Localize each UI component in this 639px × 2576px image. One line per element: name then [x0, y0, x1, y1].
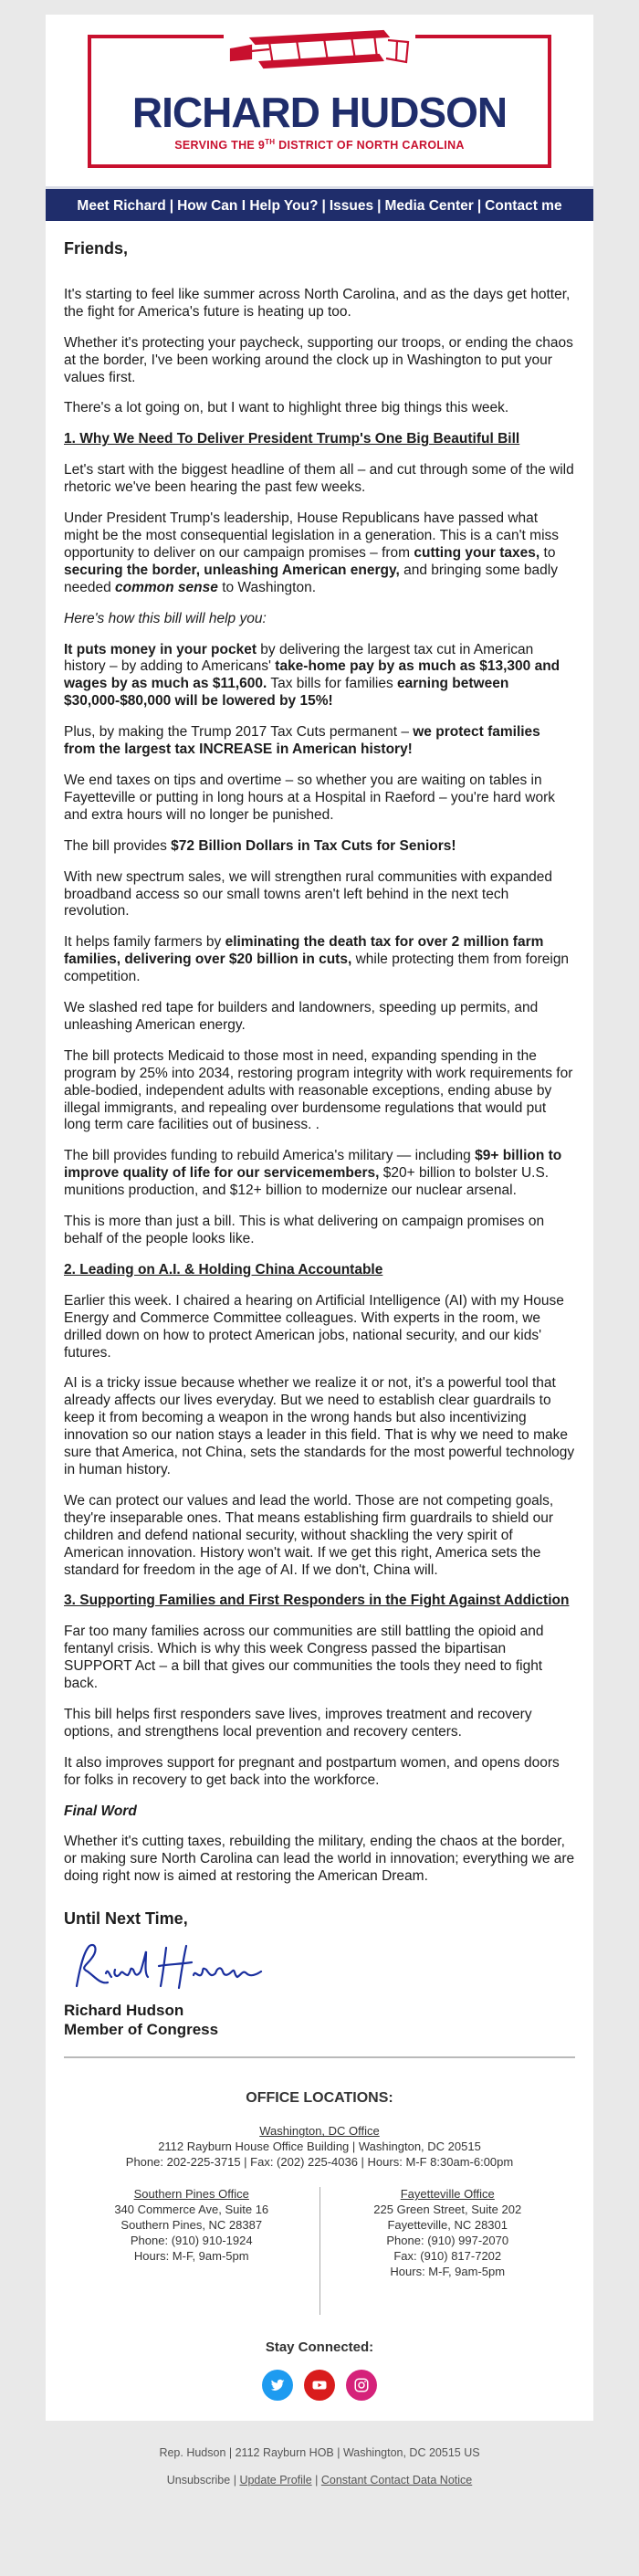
office-line: Southern Pines, NC 28387	[120, 2217, 263, 2232]
logo-subtitle: SERVING THE 9TH DISTRICT OF NORTH CAROLINA	[174, 138, 465, 152]
district-offices	[64, 2187, 575, 2315]
update-profile-link[interactable]: Update Profile	[239, 2473, 312, 2487]
nav-separator: |	[477, 198, 482, 214]
paragraph: It also improves support for pregnant and postpartum women, and opens doors for folks in recovery to get back into the workforce.	[64, 1754, 560, 1788]
paragraph: The bill provides funding to rebuild America's military — including $9+ billion to improve quality of life for our servicemembers, $20+ billion to bolster U.S. munitions production, and $12+ billion to modernize our nuclear arsenal.	[64, 1148, 562, 1199]
unsubscribe-link[interactable]: Unsubscribe	[166, 2473, 231, 2487]
help-intro: Here's how this bill will help you:	[64, 610, 267, 626]
paragraph: The bill provides $72 Billion Dollars in Tax Cuts for Seniors!	[64, 837, 456, 854]
footer-address: Rep. Hudson | 2112 Rayburn HOB | Washington, DC 20515 US	[159, 2445, 480, 2459]
logo-banner[interactable]	[88, 35, 551, 168]
paragraph: Earlier this week. I chaired a hearing on Artificial Intelligence (AI) with my House Energy and Commerce Committee colleagues. With experts in the room, we drilled down on how to protect American jobs, national security, and our kids' futures.	[64, 1292, 564, 1361]
signoff: Until Next Time,	[64, 1909, 188, 1929]
dc-office-link[interactable]: Washington, DC Office	[259, 2124, 380, 2139]
fayetteville-office	[320, 2187, 576, 2315]
paragraph: AI is a tricky issue because whether we realize it or not, it's a powerful tool that already affects our lives everyday. But we need to establish clear guardrails to keep it from becoming a weapon in the wrong hands but also incentivizing innovation so our nation stays a leader in this field. That is why we need to make sure that America, not China, sets the standards for the most powerful technology in human history.	[64, 1375, 575, 1477]
logo-name: RICHARD HUDSON	[131, 89, 508, 136]
section-heading-3: 3. Supporting Families and First Responders in the Fight Against Addiction	[64, 1593, 570, 1609]
office-line: Fax: (910) 817-7202	[393, 2248, 502, 2263]
office-line: 225 Green Street, Suite 202	[373, 2203, 522, 2217]
paragraph: We end taxes on tips and overtime – so whether you are waiting on tables in Fayetteville or putting in long hours at a Hospital in Raeford – you're hard work and extra hours will no longer be punished.	[64, 772, 555, 823]
nav-meet-richard[interactable]: Meet Richard	[77, 198, 166, 214]
paragraph: It's starting to feel like summer across North Carolina, and as the days get hotter, the fight for America's future is heating up too.	[64, 286, 571, 320]
dc-office-phone: Phone: 202-225-3715 | Fax: (202) 225-4036 | Hours: M-F 8:30am-6:00pm	[125, 2155, 514, 2170]
office-line: Fayetteville, NC 28301	[387, 2217, 508, 2232]
paragraph: We can protect our values and lead the world. Those are not competing goals, they're inseparable ones. That means establishing firm guardrails to shield our children and defend national security, without shackling the very spirit of American innovation. History won't wait. If we get this right, America sets the standard for freedom in the age of AI. If we don't, China will.	[64, 1492, 554, 1578]
southern-pines-office	[64, 2187, 320, 2315]
dc-office-address: 2112 Rayburn House Office Building | Washington, DC 20515	[158, 2140, 481, 2154]
signature-image	[64, 1939, 575, 1995]
divider	[64, 2056, 575, 2058]
logo-area	[46, 15, 593, 186]
nav-how-can-i-help[interactable]: How Can I Help You?	[177, 198, 319, 214]
footer-separator: |	[315, 2473, 319, 2487]
nav-separator: |	[321, 198, 326, 214]
signature-title: Member of Congress	[64, 2021, 219, 2039]
twitter-icon[interactable]	[262, 2370, 293, 2401]
footer-separator: |	[233, 2473, 236, 2487]
dc-office	[64, 2124, 575, 2171]
paragraph: Plus, by making the Trump 2017 Tax Cuts permanent – we protect families from the largest tax INCREASE in American history!	[64, 724, 540, 758]
stay-connected: Stay Connected:	[265, 2339, 374, 2356]
office-locations	[46, 2067, 593, 2421]
office-line: Hours: M-F, 9am-5pm	[390, 2264, 506, 2278]
nav-separator: |	[377, 198, 382, 214]
greeting: Friends,	[64, 239, 129, 258]
youtube-icon[interactable]	[304, 2370, 335, 2401]
nav-bar	[46, 186, 593, 221]
section-heading-1: 1. Why We Need To Deliver President Trump's One Big Beautiful Bill	[64, 431, 520, 447]
paragraph: It puts money in your pocket by delivering the largest tax cut in American history – by adding to Americans' take-home pay by as much as $13,300 and wages by as much as $11,600. Tax bills for families earning between $30,000-$80,000 will be lowered by 15%!	[64, 641, 560, 710]
southern-pines-office-link[interactable]: Southern Pines Office	[133, 2187, 249, 2202]
signature-name: Richard Hudson	[64, 2002, 184, 2020]
nav-separator: |	[169, 198, 174, 214]
nav-issues[interactable]: Issues	[329, 198, 374, 214]
email-footer	[0, 2421, 639, 2516]
office-line: Hours: M-F, 9am-5pm	[133, 2248, 249, 2263]
office-line: Phone: (910) 910-1924	[130, 2233, 253, 2247]
instagram-icon[interactable]	[346, 2370, 377, 2401]
paragraph: This is more than just a bill. This is what delivering on campaign promises on behalf of the people looks like.	[64, 1214, 545, 1247]
paragraph: Whether it's protecting your paycheck, supporting our troops, or ending the chaos at the border, I've been working around the clock up in Washington to put your values first.	[64, 334, 573, 385]
nav-media-center[interactable]: Media Center	[384, 198, 474, 214]
paragraph: Far too many families across our communities are still battling the opioid and fentanyl crisis. Which is why this week Congress passed the bipartisan SUPPORT Act – a bill that gives our communities the tools they need to fight back.	[64, 1624, 544, 1692]
paragraph: We slashed red tape for builders and landowners, speeding up permits, and unleashing American energy.	[64, 1000, 539, 1033]
newsletter-card	[46, 15, 593, 2421]
paragraph: With new spectrum sales, we will strengthen rural communities with expanded broadband access so our small towns aren't left behind in the next tech revolution.	[64, 868, 552, 920]
paragraph: This bill helps first responders save lives, improves treatment and recovery options, and strengthens local prevention and recovery centers.	[64, 1706, 532, 1740]
wright-flyer-icon	[224, 22, 415, 86]
office-line: 340 Commerce Ave, Suite 16	[114, 2203, 269, 2217]
social-links	[64, 2370, 575, 2401]
letter-body	[46, 221, 593, 2067]
paragraph: Whether it's cutting taxes, rebuilding the military, ending the chaos at the border, or making sure North Carolina can lead the world in innovation; everything we are doing right now is aimed at restoring the American Dream.	[64, 1834, 575, 1885]
final-word-heading: Final Word	[64, 1803, 137, 1819]
nav-contact-me[interactable]: Contact me	[485, 198, 562, 214]
data-notice-link[interactable]: Constant Contact Data Notice	[320, 2473, 473, 2487]
section-heading-2: 2. Leading on A.I. & Holding China Accountable	[64, 1261, 383, 1277]
footer-links	[0, 2466, 639, 2494]
paragraph: The bill protects Medicaid to those most in need, expanding spending in the program by 25% into 2034, restoring program integrity with work requirements for able-bodied, independent adults with reasonable exceptions, ending abuse by illegal immigrants, and repealing over burdensome regulations that would put long term care facilities out of business. .	[64, 1047, 573, 1133]
paragraph: It helps family farmers by eliminating the death tax for over 2 million farm families, delivering over $20 billion in cuts, while protecting them from foreign competition.	[64, 934, 570, 985]
paragraph: There's a lot going on, but I want to highlight three big things this week.	[64, 400, 509, 416]
paragraph: Let's start with the biggest headline of them all – and cut through some of the wild rhetoric we've been hearing the past few weeks.	[64, 462, 574, 496]
paragraph: Under President Trump's leadership, House Republicans have passed what might be the most consequential legislation in a generation. This is a can't miss opportunity to deliver on our campaign promises – from cutting your taxes, to securing the border, unleashing American energy, and bringing some badly needed common sense to Washington.	[64, 510, 560, 595]
offices-title: OFFICE LOCATIONS:	[246, 2089, 393, 2106]
fayetteville-office-link[interactable]: Fayetteville Office	[400, 2187, 495, 2202]
office-line: Phone: (910) 997-2070	[386, 2233, 509, 2247]
